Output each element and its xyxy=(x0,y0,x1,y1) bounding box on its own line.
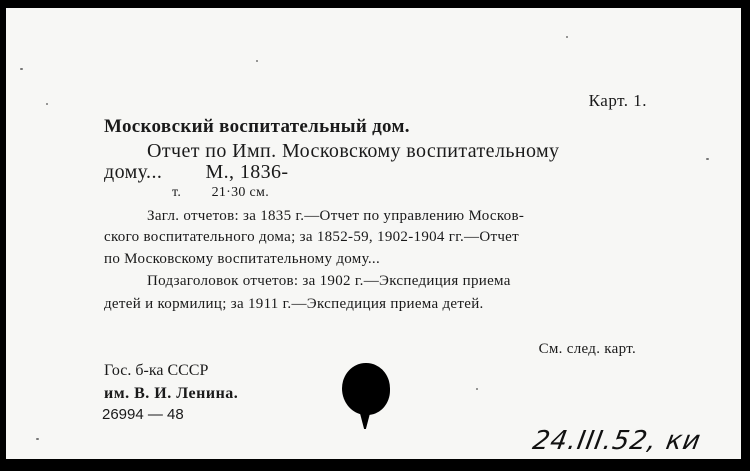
handwritten-date: 24.III.52, ки xyxy=(530,426,704,456)
accession-number: 26994 — 48 xyxy=(102,406,184,423)
catalog-card xyxy=(6,8,741,459)
scan-speck xyxy=(36,438,39,440)
note-line: Подзаголовок отчетов: за 1902 г.—Экспедиция приема xyxy=(147,273,511,289)
library-line: Гос. б-ка СССР xyxy=(104,362,209,379)
scan-speck xyxy=(706,158,709,160)
size-line: т. 21·30 см. xyxy=(172,185,270,200)
card-number: Карт. 1. xyxy=(588,91,647,110)
note-line: Загл. отчетов: за 1835 г.—Отчет по управлению Москов- xyxy=(147,208,525,224)
record-heading: Московский воспитательный дом. xyxy=(104,116,410,137)
scan-speck xyxy=(256,60,258,62)
title-line-1: Отчет по Имп. Московскому воспитательному xyxy=(147,140,560,162)
scan-speck xyxy=(46,103,48,105)
title-line-2: дому... М., 1836- xyxy=(104,161,289,183)
note-line: детей и кормилиц; за 1911 г.—Экспедиция приема детей. xyxy=(104,296,484,312)
library-line: им. В. И. Ленина. xyxy=(104,385,239,402)
punch-hole xyxy=(342,363,390,415)
note-line: ского воспитательного дома; за 1852-59, 1902-1904 гг.—Отчет xyxy=(104,229,519,245)
note-line: по Московскому воспитательному дому... xyxy=(104,251,381,267)
scan-speck xyxy=(20,68,23,70)
scan-speck xyxy=(566,36,568,38)
see-next-card: См. след. карт. xyxy=(538,341,636,357)
scan-speck xyxy=(476,388,478,390)
